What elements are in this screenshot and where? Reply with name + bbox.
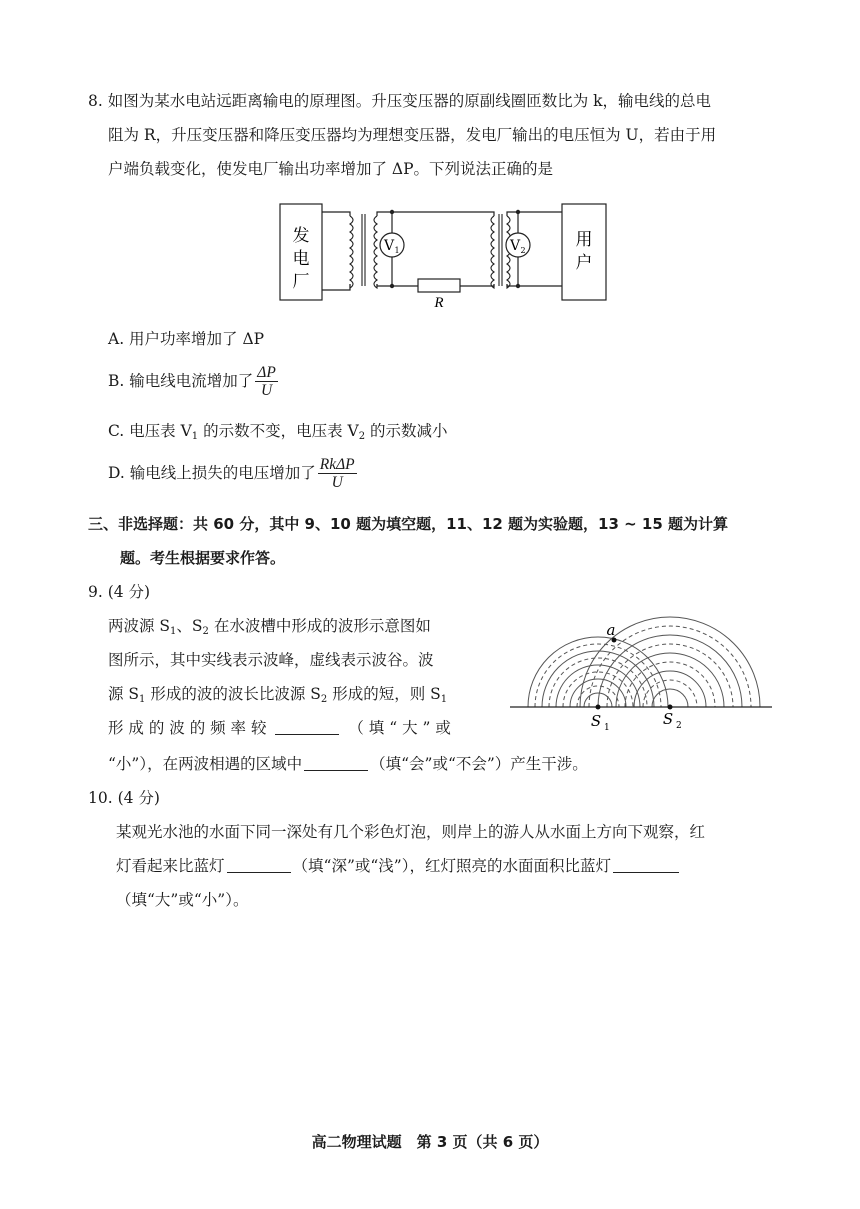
source-s2-dot (668, 705, 673, 710)
q8-line3: 户端负载变化，使发电厂输出功率增加了 ΔP。下列说法正确的是 (108, 160, 554, 178)
page-footer: 高二物理试题 第 3 页（共 6 页） (311, 1133, 549, 1151)
v2-subscript: 2 (520, 246, 526, 255)
q8-option-b-numerator: ΔP (257, 364, 276, 381)
v1-label: V (383, 238, 395, 254)
v2-label: V (509, 238, 521, 254)
s1-label: S (590, 712, 602, 730)
transmission-circuit-diagram (0, 200, 860, 310)
q8-option-c-part1: C. 电压表 V (108, 422, 192, 440)
q8-option-d-numerator: RkΔP (319, 456, 355, 473)
q9-line1-part1: 两波源 S (108, 617, 171, 635)
q8-option-c-sub1: 1 (191, 431, 199, 442)
q9-header: 9. (4 分) (88, 583, 151, 601)
s1-label-sub: 1 (604, 723, 610, 733)
s2-label-sub: 2 (676, 721, 682, 731)
q9-line5-part2: （填“会”或“不会”）产生干涉。 (370, 755, 588, 773)
source-s1-dot (596, 705, 601, 710)
q10-line2 (116, 857, 679, 876)
plant-char-2: 电 (292, 249, 310, 269)
q9-line1-sub2: 2 (202, 626, 209, 637)
q8-option-d-fraction (318, 456, 357, 492)
q9-line1-part2: 、S (176, 617, 203, 635)
q9-line4-part2: （ 填 “ 大 ” 或 (348, 719, 451, 737)
q8-option-d-text: D. 输电线上损失的电压增加了 (108, 463, 316, 482)
user-char-1: 用 (575, 230, 593, 250)
s2-label: S (662, 710, 674, 728)
q9-line4-part1: 形 成 的 波 的 频 率 较 (108, 719, 267, 737)
plant-char-1: 发 (292, 226, 310, 246)
section3-line2: 题。考生根据要求作答。 (120, 549, 286, 567)
q8-option-c-part3: 的示数减小 (365, 422, 448, 440)
q10-line2-part1: 灯看起来比蓝灯 (116, 857, 225, 875)
q8-option-a: A. 用户功率增加了 ΔP (108, 330, 265, 348)
q8-line1: 8. 如图为某水电站远距离输电的原理图。升压变压器的原副线圈匝数比为 k，输电线的总电 (88, 92, 712, 110)
user-char-2: 户 (575, 253, 593, 273)
plant-char-3: 厂 (292, 272, 310, 292)
q9-line5 (108, 755, 588, 774)
q9-line5-part1: “小”），在两波相遇的区域中 (108, 755, 303, 773)
q9-line2: 图所示，其中实线表示波峰，虚线表示波谷。波 (108, 651, 434, 669)
wave-interference-figure (0, 612, 860, 742)
q10-header: 10. (4 分) (88, 789, 160, 807)
q8-option-c-sub2: 2 (358, 431, 366, 442)
q9-line1-part3: 在水波槽中形成的波形示意图如 (208, 617, 431, 635)
q8-line2: 阻为 R，升压变压器和降压变压器均为理想变压器，发电厂输出的电压恒为 U，若由于用 (108, 126, 717, 144)
point-a-label: a (606, 621, 616, 639)
q9-line3-sub2: 2 (320, 694, 328, 705)
q8-option-b-text: B. 输电线电流增加了 (108, 371, 254, 390)
q10-line1: 某观光水池的水面下同一深处有几个彩色灯泡，则岸上的游人从水面上方向下观察，红 (116, 823, 706, 841)
q8-option-b-fraction (255, 364, 278, 400)
q9-line3-sub1: 1 (139, 694, 146, 705)
q8-option-c-part2: 的示数不变，电压表 V (198, 422, 359, 440)
user-box (562, 204, 606, 300)
q10-answer-blank-2[interactable] (613, 858, 679, 873)
q9-line3-sub3: 1 (440, 694, 448, 705)
v1-subscript: 1 (394, 246, 400, 255)
q8-option-c (108, 422, 448, 443)
q9-line3-part2: 形成的波的波长比波源 S (145, 685, 321, 703)
resistor-label: R (434, 295, 444, 310)
q10-line2-part2: （填“深”或“浅”），红灯照亮的水面面积比蓝灯 (292, 857, 611, 875)
q10-line3: （填“大”或“小”）。 (116, 891, 249, 909)
q8-option-b-denominator: U (260, 382, 273, 400)
q9-answer-blank-2[interactable] (304, 756, 368, 771)
q9-line3-part1: 源 S (108, 685, 140, 703)
line-resistor (418, 279, 460, 292)
q8-option-d-denominator: U (331, 474, 343, 492)
q9-line1-sub1: 1 (170, 626, 177, 637)
q8-option-b (108, 364, 278, 400)
q8-option-d (108, 456, 357, 492)
q10-answer-blank-1[interactable] (227, 858, 291, 873)
q9-line3-part3: 形成的短，则 S (327, 685, 441, 703)
step-up-transformer (350, 214, 377, 288)
section3-line1: 三、非选择题：共 60 分，其中 9、10 题为填空题，11、12 题为实验题，13 ~ 15 题为计算 (88, 515, 729, 533)
